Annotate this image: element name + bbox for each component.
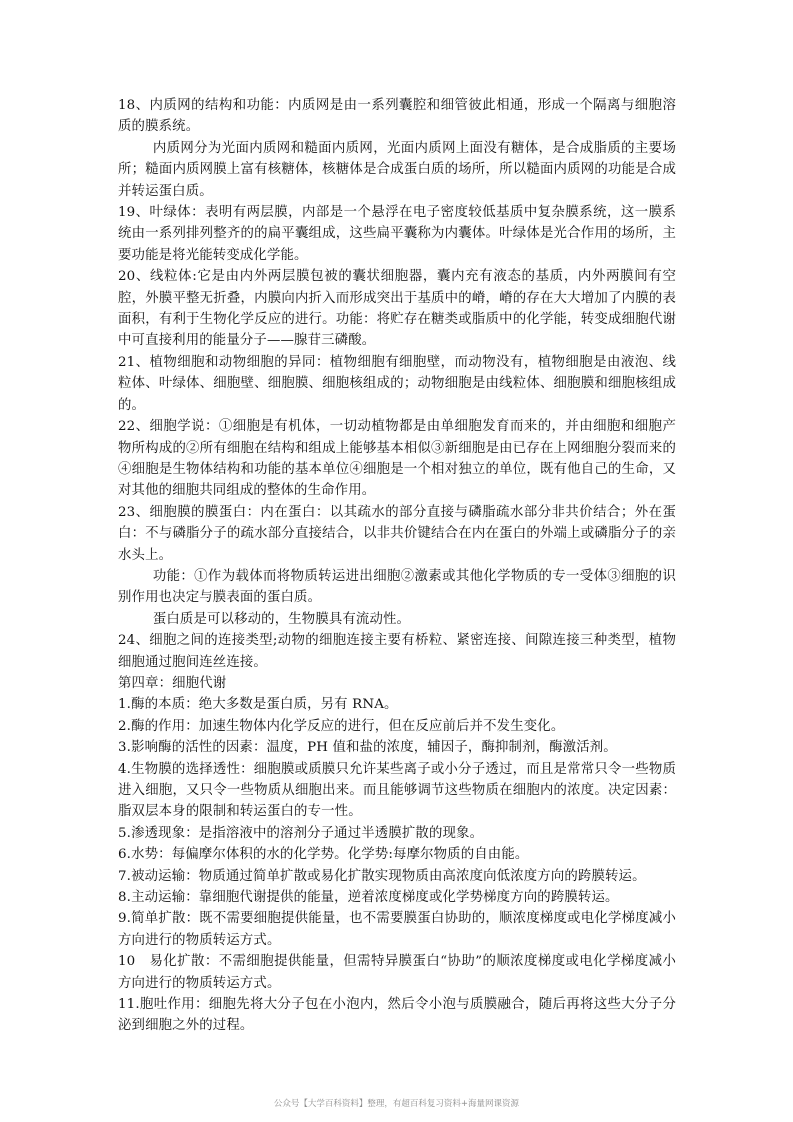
item-1-enzyme-nature: 1.酶的本质：绝大多数是蛋白质，另有 RNA。 <box>118 697 398 713</box>
paragraph-er-types: 内质网分为光面内质网和糙面内质网，光面内质网上面没有糖体，是合成脂质的主要场所；糙面内质网膜上富有核糖体，核糖体是合成蛋白质的场所，所以糙面内质网的功能是合成并转运蛋白质。 <box>118 140 676 199</box>
footer-note: 公众号【大学百科资料】整理，有超百科复习资料+海量网课资源 <box>273 1099 520 1109</box>
paragraph-20-mitochondria: 20、线粒体:它是由内外两层膜包被的囊状细胞器，囊内充有液态的基质，内外两膜间有空腔，外膜平整无折叠，内膜向内折入而形成突出于基质中的嵴，嵴的存在大大增加了内膜的表面积，有利于生物化学反应的进行。功能：将贮存在糖类或脂质中的化学能，转变成细胞代谢中可直接利用的能量分子——腺苷三磷酸。 <box>118 269 676 349</box>
paragraph-19-chloroplast: 19、叶绿体：表明有两层膜，内部是一个悬浮在电子密度较低基质中复杂膜系统，这一膜系统由一系列排列整齐的的扁平囊组成，这些扁平囊称为内囊体。叶绿体是光合作用的场所，主要功能是将光能转变成化学能。 <box>118 205 676 263</box>
item-2-enzyme-role: 2.酶的作用：加速生物体内化学反应的进行，但在反应前后并不发生变化。 <box>118 718 565 734</box>
item-4-selective-permeability: 4.生物膜的选择透性：细胞膜或质膜只允许某些离子或小分子透过，而且是常常只令一些物质进入细胞，又只令一些物质从细胞出来。而且能够调节这些物质在细胞内的浓度。决定因素：脂双层本身的限制和转运蛋白的专一性。 <box>118 761 676 820</box>
paragraph-protein-mobility: 蛋白质是可以移动的，生物膜具有流动性。 <box>152 611 411 627</box>
item-9-simple-diffusion: 9.简单扩散：既不需要细胞提供能量，也不需要膜蛋白协助的，顺浓度梯度或电化学梯度减小方向进行的物质转运方式。 <box>118 911 676 948</box>
paragraph-22-cell-theory: 22、细胞学说：①细胞是有机体，一切动植物都是由单细胞发育而来的，并由细胞和细胞产物所构成的②所有细胞在结构和组成上能够基本相似③新细胞是由已存在上网细胞分裂而来的④细胞是生物体结构和功能的基本单位④细胞是一个相对独立的单位，既有他自己的生命，又对其他的细胞共同组成的整体的生命作用。 <box>118 419 676 499</box>
paragraph-23-membrane-protein: 23、细胞膜的膜蛋白：内在蛋白：以其疏水的部分直接与磷脂疏水部分非共价结合；外在蛋白：不与磷脂分子的疏水部分直接结合，以非共价键结合在内在蛋白的外端上或磷脂分子的亲水头上。 <box>118 504 676 563</box>
item-3-enzyme-factors: 3.影响酶的活性的因素：温度，PH 值和盐的浓度，辅因子，酶抑制剂，酶激活剂。 <box>118 740 617 756</box>
item-11-exocytosis: 11.胞吐作用：细胞先将大分子包在小泡内，然后令小泡与质膜融合，随后再将这些大分子分泌到细胞之外的过程。 <box>118 997 676 1034</box>
item-5-osmosis: 5.渗透现象：是指溶液中的溶剂分子通过半透膜扩散的现象。 <box>118 825 484 841</box>
paragraph-18-er: 18、内质网的结构和功能：内质网是由一系列囊腔和细管彼此相通，形成一个隔离与细胞溶质的膜系统。 <box>118 98 676 135</box>
chapter-heading: 第四章：细胞代谢 <box>118 675 227 691</box>
item-6-water-potential: 6.水势：每偏摩尔体积的水的化学势。化学势:每摩尔物质的自由能。 <box>118 847 529 863</box>
item-7-passive-transport: 7.被动运输：物质通过简单扩散或易化扩散实现物质由高浓度向低浓度方向的跨膜转运。 <box>118 868 646 884</box>
item-10-facilitated-diffusion: 10 易化扩散：不需细胞提供能量，但需特异膜蛋白“协助”的顺浓度梯度或电化学梯度减小方向进行的物质转运方式。 <box>118 954 676 991</box>
document-body <box>118 95 676 1037</box>
item-8-active-transport: 8.主动运输：靠细胞代谢提供的能量，逆着浓度梯度或化学势梯度方向的跨膜转运。 <box>118 890 619 906</box>
paragraph-21-plant-animal: 21、植物细胞和动物细胞的异同：植物细胞有细胞壁，而动物没有，植物细胞是由液泡、线粒体、叶绿体、细胞壁、细胞膜、细胞核组成的；动物细胞是由线粒体、细胞膜和细胞核组成的。 <box>118 354 676 413</box>
paragraph-membrane-function: 功能：①作为载体而将物质转运进出细胞②激素或其他化学物质的专一受体③细胞的识别作用也决定与膜表面的蛋白质。 <box>118 568 676 606</box>
paragraph-24-cell-junction: 24、细胞之间的连接类型;动物的细胞连接主要有桥粒、紧密连接、间隙连接三种类型，植物细胞通过胞间连丝连接。 <box>118 633 676 670</box>
